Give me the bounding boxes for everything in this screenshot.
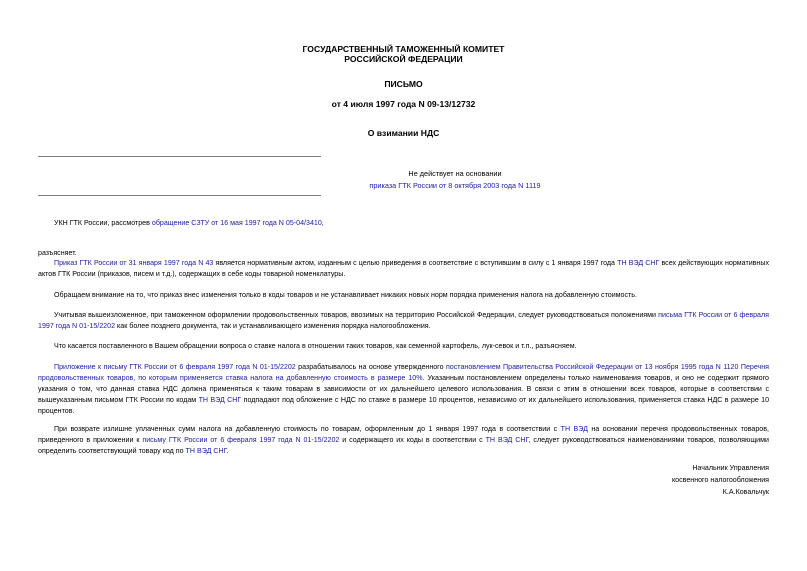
signature-position: Начальник Управления (692, 464, 769, 472)
signature-name: К.А.Ковальчук (722, 487, 769, 496)
paragraph-text: является нормативным актом, изданным с целью приведения в соответствие с вступившим в силу с 1 января 1997 года (213, 259, 618, 267)
link-tn-ved-sng[interactable]: ТН ВЭД СНГ (485, 435, 529, 444)
paragraph-6 (38, 341, 769, 352)
link-tn-ved-sng[interactable]: ТН ВЭД СНГ (185, 446, 227, 455)
paragraph-text: , (321, 219, 324, 227)
link-szt-appeal[interactable]: обращение СЗТУ от 16 мая 1997 года N 05-04/3410 (151, 219, 322, 227)
agency-name-line1: ГОСУДАРСТВЕННЫЙ ТАМОЖЕННЫЙ КОМИТЕТ (302, 44, 505, 54)
paragraph-3 (38, 258, 769, 280)
agency-name-line2: РОССИЙСКОЙ ФЕДЕРАЦИИ (344, 54, 463, 64)
paragraph-7 (38, 362, 769, 417)
link-order-43[interactable]: Приказ ГТК России от 31 января 1997 года N 43 (54, 259, 214, 267)
link-resolution-1120[interactable]: постановлением Правительства Российской Федерации от 13 ноября 1995 года N 1120 Перечня продовольственных товаров, по которым применяется ставка налога на добавленную стоимость в размере 10% (38, 363, 769, 382)
paragraph-text: . Указанным постановлением определены только наименования товаров, и оно не содержит прямого указания о том, что данная ставка НДС должна применяться к таким товарам в зависимости от их дальнейшего целевого использования. В связи с этим в отношении всех товаров, которые в соответствии с вышеуказанным письмом ГТК России по кодам (38, 373, 769, 404)
paragraph-text: Что касается поставленного в Вашем обращении вопроса о ставке налога в отношении таких товаров, как семенной картофель, лук-севок и т.п., разъясняем. (54, 342, 577, 350)
paragraph-text: разъясняет. (38, 249, 77, 257)
paragraph-text: как более позднего документа, так и устанавливающего изменения порядка налогообложения. (115, 321, 431, 330)
paragraph-text: и содержащего их коды в соответствии с (339, 435, 486, 444)
document-date-number: от 4 июля 1997 года N 09-13/12732 (331, 99, 476, 109)
paragraph-4 (38, 290, 769, 301)
divider-bottom (38, 195, 321, 196)
status-link[interactable]: приказа ГТК России от 8 октября 2003 года N 1119 (369, 181, 541, 190)
link-letter-2202[interactable]: письма ГТК России от 6 февраля 1997 года N 01-15/2202 (38, 311, 769, 330)
divider-top (38, 156, 321, 157)
link-tn-ved-sng[interactable]: ТН ВЭД СНГ (617, 259, 660, 267)
paragraph-text: на основании перечня продовольственных товаров, приведенного в приложении к (38, 425, 769, 444)
paragraph-text: , следует руководствоваться наименованиями товаров, позволяющими определить соответствующий товару код по (38, 435, 769, 455)
paragraph-8 (38, 424, 769, 457)
paragraph-text: При возврате излишне уплаченных сумм налога на добавленную стоимость по товарам, оформленным до 1 января 1997 года в соответствии с (54, 425, 561, 433)
link-letter-2202[interactable]: письму ГТК России от 6 февраля 1997 года N 01-15/2202 (142, 435, 340, 444)
link-tn-ved[interactable]: ТН ВЭД (560, 425, 588, 433)
document-title: О взимании НДС (367, 128, 440, 138)
signature-block (569, 463, 769, 498)
paragraph-text: разрабатывалось на основе утвержденного (295, 363, 446, 371)
paragraph-text: Учитывая вышеизложенное, при таможенном оформлении продовольственных товаров, ввозимых на территорию Российской Федерации, следует руководствоваться положениями (54, 311, 659, 319)
link-tn-ved-sng[interactable]: ТН ВЭД СНГ (198, 395, 242, 404)
document-type: ПИСЬМО (384, 79, 423, 89)
paragraph-text: УКН ГТК России, рассмотрев (54, 219, 152, 227)
paragraph-text: подпадают под обложение с НДС по ставке в размере 10 процентов, независимо от их дальнейшего использования, применяется ставка НДС в размере 10 процентов. (38, 395, 770, 415)
link-appendix-2202[interactable]: Приложение к письму ГТК России от 6 февраля 1997 года N 01-15/2202 (54, 363, 296, 371)
paragraph-text: всех действующих нормативных актов ГТК России (приказов, писем и т.д.), содержащих в себе коды товарной номенклатуры. (38, 259, 769, 278)
status-text: Не действует на основании (408, 169, 502, 178)
paragraph-text: Обращаем внимание на то, что приказ внес изменения только в коды товаров и не устанавливает никаких новых норм порядка применения налога на добавленную стоимость. (54, 291, 637, 299)
paragraph-text: . (226, 446, 229, 455)
signature-department: косвенного налогообложения (671, 475, 769, 484)
paragraph-1 (38, 218, 769, 229)
paragraph-5 (38, 310, 769, 332)
status-note (300, 168, 610, 192)
